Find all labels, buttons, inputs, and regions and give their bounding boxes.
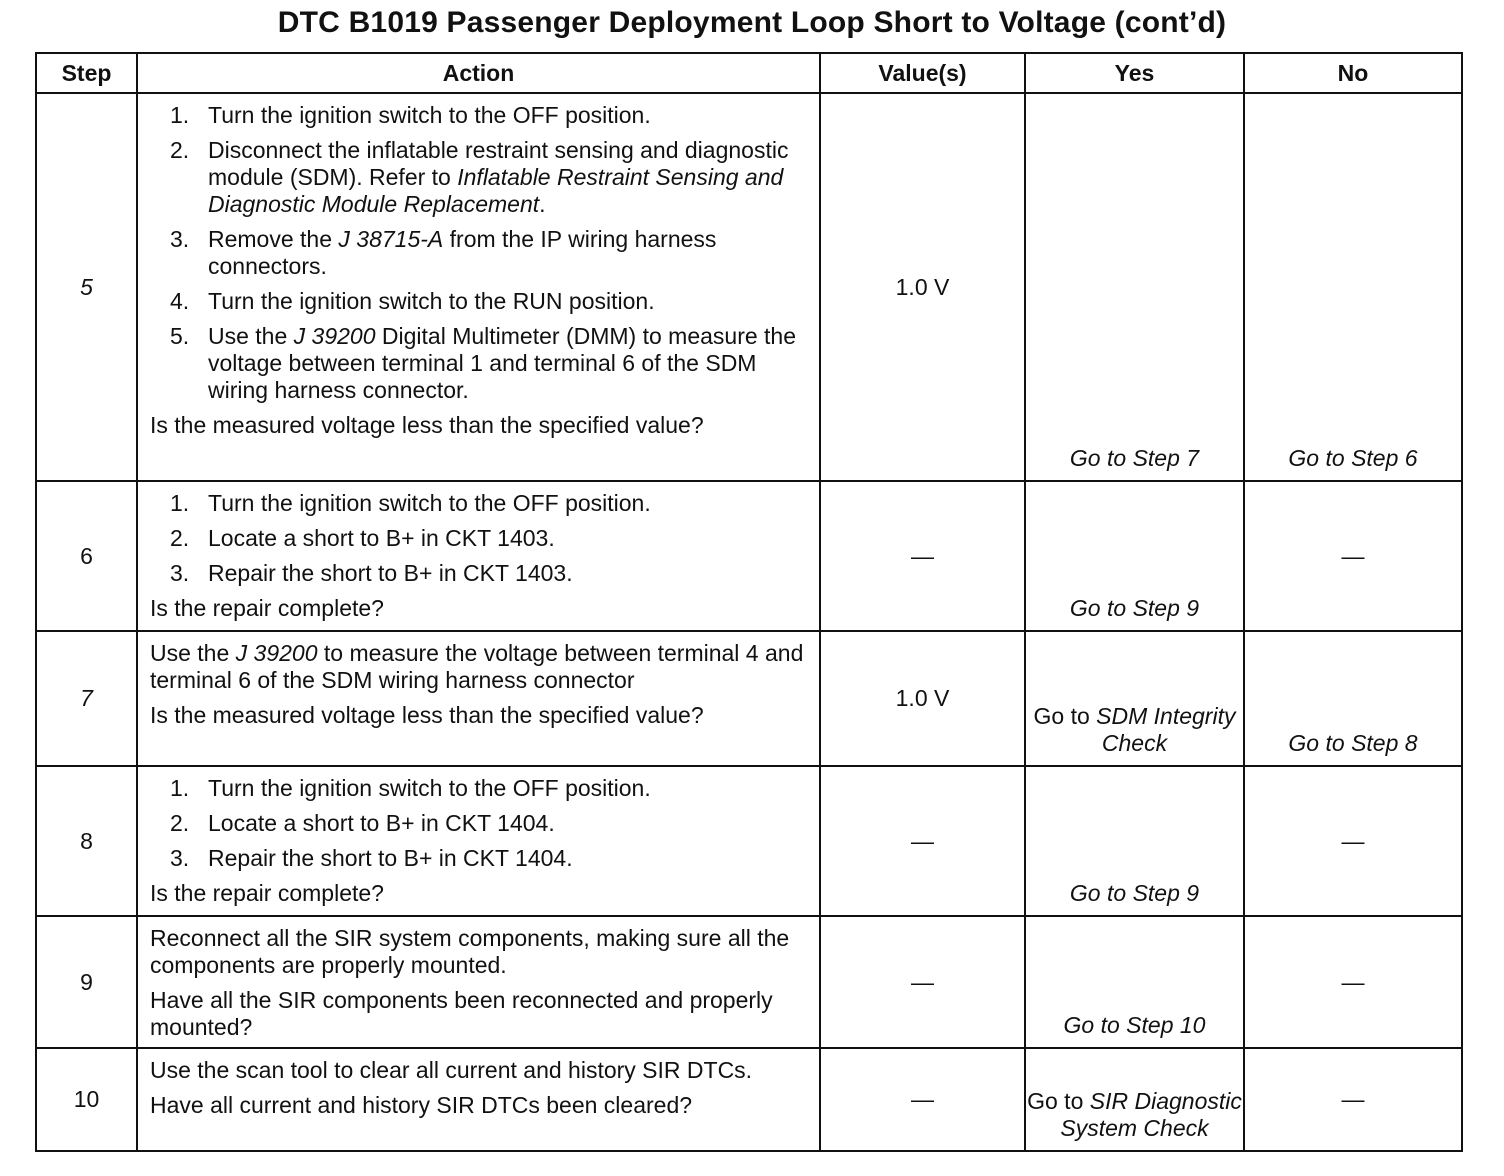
value-cell: — [820,1048,1025,1151]
step-number: 9 [36,916,137,1048]
no-cell: — [1244,916,1462,1048]
action-question: Is the measured voltage less than the specified value? [150,702,704,728]
header-yes: Yes [1025,53,1244,93]
table-row-step-6 [36,481,1462,631]
no-cell: — [1244,766,1462,916]
table-row-step-7 [36,631,1462,766]
yes-cell: Go to Step 9 [1025,481,1244,631]
value-cell: 1.0 V [820,631,1025,766]
yes-cell: Go to Step 9 [1025,766,1244,916]
table-row-step-5 [36,93,1462,481]
no-cell: — [1244,481,1462,631]
action-item: 1. Turn the ignition switch to the OFF position. [170,102,651,128]
header-action: Action [137,53,820,93]
action-item: 3. Repair the short to B+ in CKT 1404. [170,845,573,871]
action-cell [137,481,820,631]
step-number: 8 [36,766,137,916]
value-cell: — [820,916,1025,1048]
header-values: Value(s) [820,53,1025,93]
header-row [36,53,1462,93]
action-question: Have all current and history SIR DTCs been cleared? [150,1092,693,1118]
step-number: 10 [36,1048,137,1151]
no-cell: Go to Step 6 [1244,93,1462,481]
table-row-step-9 [36,916,1462,1048]
action-item: 3. Repair the short to B+ in CKT 1403. [170,560,573,586]
action-item: 3. Remove the J 38715-A from the IP wiring harness connectors. [170,226,717,279]
table-row-step-8 [36,766,1462,916]
yes-cell: Go to SIR Diagnostic System Check [1025,1048,1244,1151]
action-item: 1. Turn the ignition switch to the OFF position. [170,775,651,801]
action-item: 4. Turn the ignition switch to the RUN position. [170,288,655,314]
header-step: Step [36,53,137,93]
value-cell: — [820,766,1025,916]
action-steps [150,490,809,587]
yes-cell: Go to Step 7 [1025,93,1244,481]
action-steps [150,102,809,404]
header-no: No [1244,53,1462,93]
action-item: 2. Locate a short to B+ in CKT 1404. [170,810,555,836]
action-cell [137,916,820,1048]
step-number: 6 [36,481,137,631]
action-cell [137,766,820,916]
action-question: Is the repair complete? [150,595,384,621]
step-number: 5 [36,93,137,481]
yes-cell: Go to SDM Integrity Check [1025,631,1244,766]
step-number: 7 [36,631,137,766]
action-item: 2. Disconnect the inflatable restraint sensing and diagnostic module (SDM). Refer to Inflatable Restraint Sensing and Diagnostic Module Replacement. [170,137,789,217]
action-item: 1. Turn the ignition switch to the OFF position. [170,490,651,516]
action-text: Use the J 39200 to measure the voltage between terminal 4 and terminal 6 of the SDM wiring harness connector [150,640,804,693]
action-item: 5. Use the J 39200 Digital Multimeter (DMM) to measure the voltage between terminal 1 and terminal 6 of the SDM wiring harness connector. [170,323,797,403]
page-title: DTC B1019 Passenger Deployment Loop Short to Voltage (cont’d) [277,6,1227,39]
action-cell [137,631,820,766]
value-cell: — [820,481,1025,631]
action-question: Have all the SIR components been reconnected and properly mounted? [150,987,773,1040]
action-cell [137,93,820,481]
table-row-step-10 [36,1048,1462,1151]
action-item: 2. Locate a short to B+ in CKT 1403. [170,525,555,551]
diagnostic-table [35,52,1463,1152]
action-question: Is the repair complete? [150,880,384,906]
no-cell: Go to Step 8 [1244,631,1462,766]
action-question: Is the measured voltage less than the specified value? [150,412,704,438]
action-text: Use the scan tool to clear all current and history SIR DTCs. [150,1057,753,1083]
value-cell: 1.0 V [820,93,1025,481]
no-cell: — [1244,1048,1462,1151]
yes-cell: Go to Step 10 [1025,916,1244,1048]
action-steps [150,775,809,872]
action-cell [137,1048,820,1151]
action-text: Reconnect all the SIR system components, making sure all the components are properly mounted. [150,925,790,978]
